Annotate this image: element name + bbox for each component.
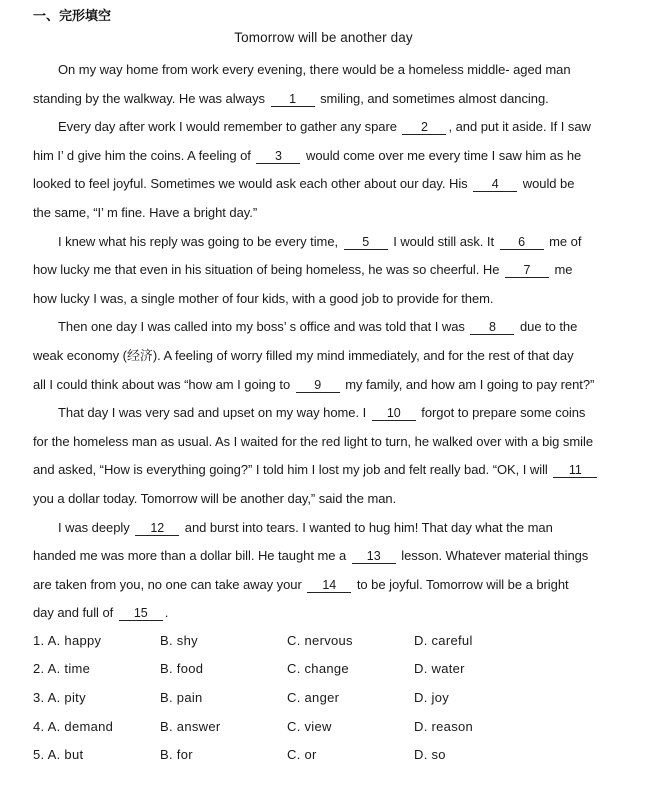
question-number: 4	[33, 718, 41, 734]
passage-text: I was deeply	[58, 519, 134, 535]
passage-line	[33, 371, 633, 400]
passage-line	[33, 428, 633, 457]
passage-text: smiling, and sometimes almost dancing.	[316, 90, 549, 106]
answer-blank[interactable]: 8	[470, 321, 514, 335]
option-choice[interactable]	[33, 690, 160, 705]
section-heading: 一、完形填空	[33, 9, 112, 24]
passage-text: Then one day I was called into my boss’ s office and was told that I was	[58, 319, 469, 335]
answer-blank[interactable]: 7	[505, 264, 549, 278]
answer-blank[interactable]: 2	[402, 121, 446, 135]
option-choice[interactable]	[33, 747, 160, 762]
passage-text: would be	[519, 176, 575, 192]
passage-line	[33, 256, 633, 285]
passage-text: day and full of	[33, 605, 117, 621]
passage-text: Every day after work I would remember to gather any spare	[58, 119, 401, 135]
passage-text: I knew what his reply was going to be every time,	[58, 233, 342, 249]
option-choice[interactable]	[160, 690, 287, 705]
passage-text: I would still ask. It	[389, 233, 498, 249]
option-text: D. so	[414, 747, 446, 763]
passage-text: handed me was more than a dollar bill. He taught me a	[33, 548, 350, 564]
option-choice[interactable]	[287, 690, 414, 705]
passage-text: for the homeless man as usual. As I waited for the red light to turn, he walked over with a big smile	[33, 433, 594, 449]
passage-text: you a dollar today. Tomorrow will be another day,” said the man.	[33, 490, 397, 506]
passage-line	[33, 599, 633, 628]
option-choice[interactable]	[33, 719, 160, 734]
passage-text: him I’ d give him the coins. A feeling of	[33, 147, 255, 163]
passage-text: are taken from you, no one can take away your	[33, 576, 306, 592]
question-options	[33, 626, 534, 769]
passage-text: how lucky I was, a single mother of four kids, with a good job to provide for them.	[33, 290, 494, 306]
passage-line	[33, 399, 633, 428]
passage-body	[33, 56, 633, 628]
passage-text: how lucky me that even in his situation of being homeless, he was so cheerful. He	[33, 262, 503, 278]
option-text: B. answer	[160, 718, 221, 734]
passage-line	[33, 542, 633, 571]
option-choice[interactable]	[287, 661, 414, 676]
answer-blank[interactable]: 5	[344, 236, 388, 250]
option-text: A. pity	[47, 689, 86, 705]
option-choice[interactable]	[160, 747, 287, 762]
passage-text: forgot to prepare some coins	[417, 405, 586, 421]
option-text: B. food	[160, 661, 204, 677]
question-row	[33, 655, 534, 684]
option-text: C. anger	[287, 689, 340, 705]
passage-line	[33, 342, 633, 371]
question-number-separator: .	[40, 689, 48, 705]
passage-title: Tomorrow will be another day	[234, 30, 413, 45]
passage-text: That day I was very sad and upset on my way home. I	[58, 405, 370, 421]
question-number: 1	[33, 632, 41, 648]
question-row	[33, 626, 534, 655]
passage-text: .	[164, 605, 169, 621]
passage-line	[33, 228, 633, 257]
passage-text: standing by the walkway. He was always	[33, 90, 269, 106]
option-choice[interactable]	[414, 633, 534, 648]
option-text: D. careful	[414, 632, 473, 648]
answer-blank[interactable]: 6	[500, 236, 544, 250]
option-text: B. shy	[160, 632, 198, 648]
option-choice[interactable]	[287, 633, 414, 648]
answer-blank[interactable]: 10	[372, 407, 416, 421]
question-row	[33, 740, 534, 769]
option-choice[interactable]	[160, 661, 287, 676]
option-text: A. happy	[47, 632, 102, 648]
question-number-separator: .	[40, 632, 48, 648]
answer-blank[interactable]: 4	[473, 178, 517, 192]
passage-text: weak economy (经济). A feeling of worry filled my mind immediately, and for the rest of that day	[33, 347, 574, 363]
option-choice[interactable]	[414, 690, 534, 705]
question-number-separator: .	[40, 661, 48, 677]
option-text: A. time	[47, 661, 91, 677]
option-text: C. nervous	[287, 632, 353, 648]
passage-line	[33, 514, 633, 543]
answer-blank[interactable]: 12	[135, 522, 179, 536]
question-number-separator: .	[40, 718, 48, 734]
question-number: 3	[33, 689, 41, 705]
option-choice[interactable]	[33, 661, 160, 676]
option-choice[interactable]	[160, 719, 287, 734]
passage-text: would come over me every time I saw him as he	[302, 147, 582, 163]
option-text: B. for	[160, 747, 193, 763]
option-choice[interactable]	[33, 633, 160, 648]
option-text: D. joy	[414, 689, 450, 705]
passage-text: to be joyful. Tomorrow will be a bright	[353, 576, 569, 592]
passage-text: the same, “I’ m fine. Have a bright day.”	[33, 204, 258, 220]
question-row	[33, 683, 534, 712]
passage-line	[33, 285, 633, 314]
option-text: C. change	[287, 661, 349, 677]
passage-line	[33, 56, 633, 85]
option-choice[interactable]	[414, 747, 534, 762]
passage-line	[33, 113, 633, 142]
passage-text: me of	[545, 233, 582, 249]
passage-line	[33, 85, 633, 114]
passage-line	[33, 313, 633, 342]
option-text: C. view	[287, 718, 332, 734]
option-choice[interactable]	[287, 719, 414, 734]
answer-blank[interactable]: 14	[307, 579, 351, 593]
passage-line	[33, 199, 633, 228]
answer-blank[interactable]: 9	[296, 379, 340, 393]
option-choice[interactable]	[287, 747, 414, 762]
passage-text: , and put it aside. If I saw	[448, 119, 591, 135]
passage-line	[33, 571, 633, 600]
passage-text: On my way home from work every evening, there would be a homeless middle- aged man	[58, 62, 571, 77]
passage-line	[33, 170, 633, 199]
question-number: 2	[33, 661, 41, 677]
passage-line	[33, 142, 633, 171]
option-text: D. reason	[414, 718, 474, 734]
passage-text: due to the	[516, 319, 578, 335]
answer-blank[interactable]: 11	[553, 464, 597, 478]
passage-text: looked to feel joyful. Sometimes we would ask each other about our day. His	[33, 176, 472, 192]
passage-text: all I could think about was “how am I going to	[33, 376, 294, 392]
passage-text: lesson. Whatever material things	[397, 548, 589, 564]
answer-blank[interactable]: 3	[256, 150, 300, 164]
option-choice[interactable]	[160, 633, 287, 648]
option-text: C. or	[287, 747, 317, 763]
passage-line	[33, 485, 633, 514]
option-text: A. but	[47, 747, 84, 763]
option-text: A. demand	[47, 718, 114, 734]
option-choice[interactable]	[414, 661, 534, 676]
option-text: D. water	[414, 661, 465, 677]
passage-text: and burst into tears. I wanted to hug him! That day what the man	[181, 519, 553, 535]
passage-text: me	[550, 262, 573, 278]
answer-blank[interactable]: 1	[271, 93, 315, 107]
option-text: B. pain	[160, 689, 203, 705]
question-number-separator: .	[40, 747, 48, 763]
option-choice[interactable]	[414, 719, 534, 734]
question-row	[33, 712, 534, 741]
passage-text: and asked, “How is everything going?” I told him I lost my job and felt really bad. “OK, I will	[33, 462, 552, 478]
question-number: 5	[33, 747, 41, 763]
answer-blank[interactable]: 13	[352, 550, 396, 564]
passage-text: my family, and how am I going to pay rent?”	[341, 376, 595, 392]
answer-blank[interactable]: 15	[119, 607, 163, 621]
passage-line	[33, 456, 633, 485]
